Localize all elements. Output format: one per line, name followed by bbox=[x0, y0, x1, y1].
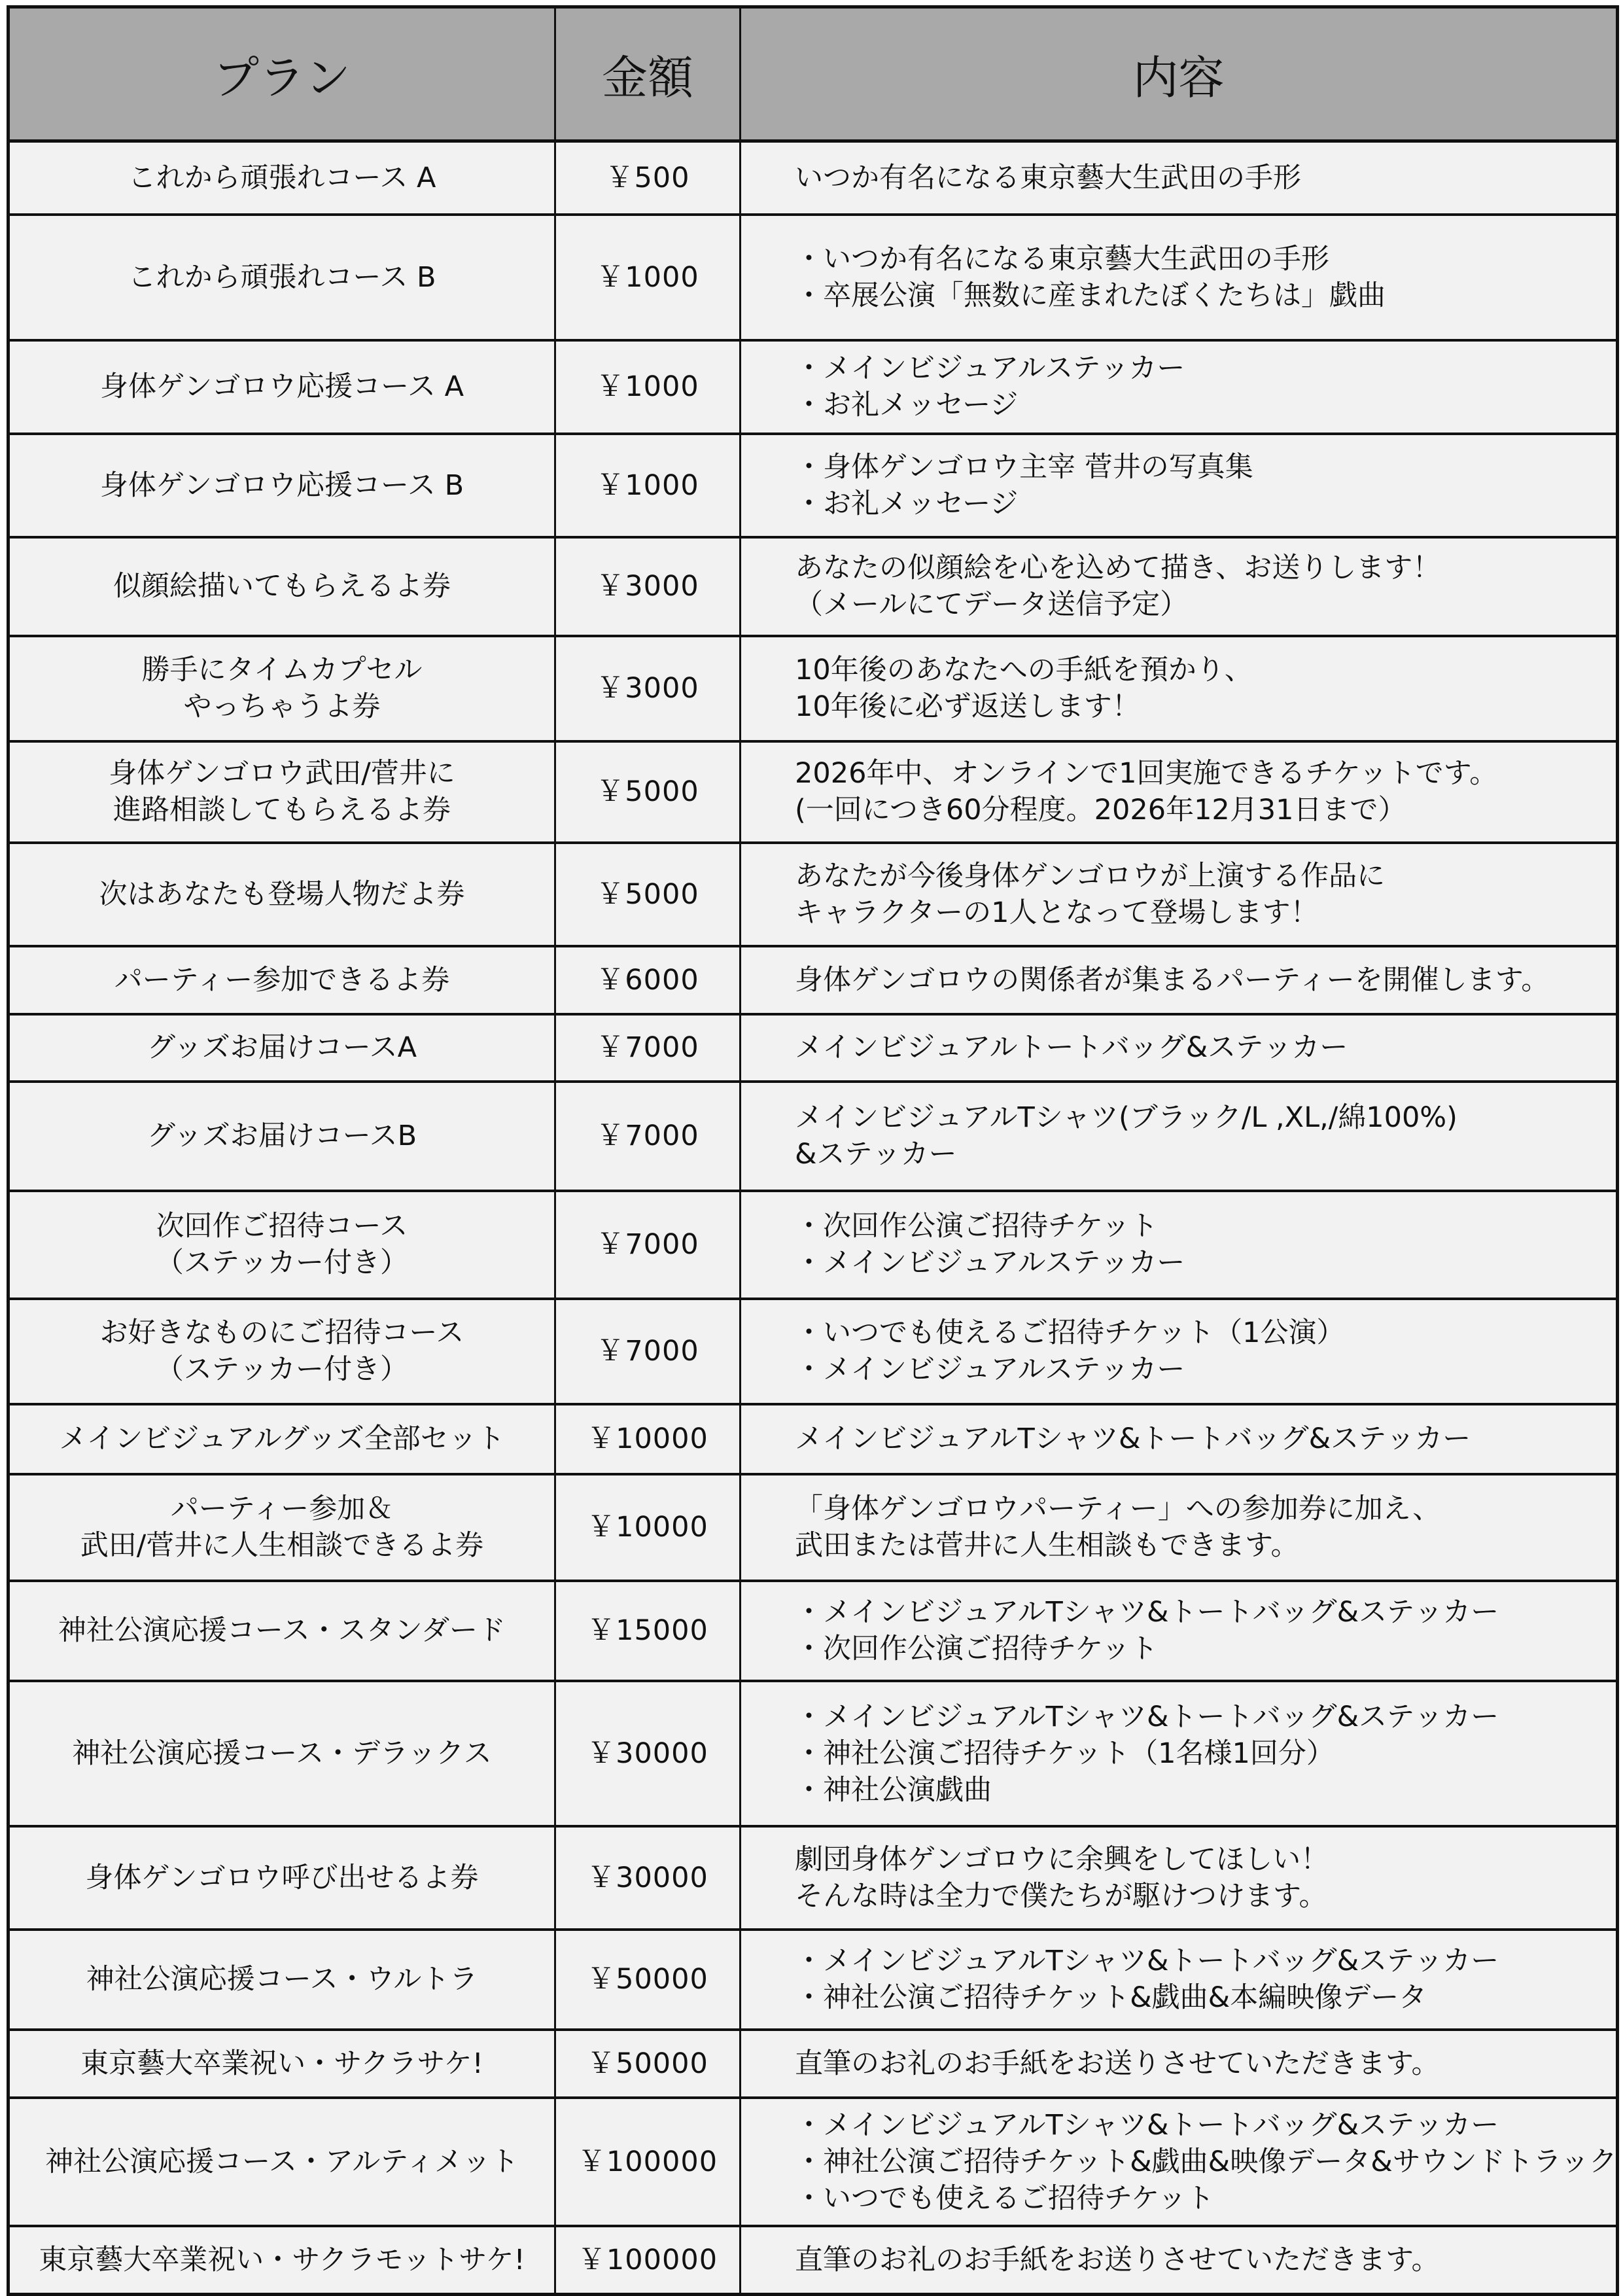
content-line: ・卒展公演「無数に産まれたぼくたちは」戯曲 bbox=[795, 279, 1386, 312]
plan-row bbox=[9, 215, 1618, 340]
plan-name-cell bbox=[9, 537, 555, 636]
content-cell bbox=[741, 636, 1618, 741]
plan-name-line: 勝手にタイムカプセル bbox=[141, 654, 423, 686]
content-cell bbox=[741, 741, 1618, 843]
plan-row bbox=[9, 340, 1618, 434]
content-line: ・お礼メッセージ bbox=[795, 389, 1019, 421]
plan-row bbox=[9, 1581, 1618, 1681]
content-cell bbox=[741, 434, 1618, 537]
plan-row bbox=[9, 2030, 1618, 2098]
plan-name-line: 東京藝大卒業祝い・サクラサケ! bbox=[80, 2047, 483, 2080]
price-cell: ￥15000 bbox=[555, 1581, 741, 1681]
price-cell: ￥7000 bbox=[555, 1082, 741, 1191]
plan-row bbox=[9, 141, 1618, 215]
plan-row bbox=[9, 2098, 1618, 2226]
plan-name-cell bbox=[9, 2030, 555, 2098]
content-line: ・いつか有名になる東京藝大生武田の手形 bbox=[795, 242, 1329, 275]
plan-row bbox=[9, 1014, 1618, 1082]
plan-name-cell bbox=[9, 1581, 555, 1681]
content-cell bbox=[741, 1082, 1618, 1191]
plan-name-line: これから頑張れコース A bbox=[128, 161, 436, 194]
content-cell bbox=[741, 1014, 1618, 1082]
content-line: ・メインビジュアルステッカー bbox=[795, 1246, 1185, 1279]
plan-name-cell bbox=[9, 1474, 555, 1581]
content-line: メインビジュアルトートバッグ&ステッカー bbox=[795, 1031, 1348, 1064]
plan-name-line: 身体ゲンゴロウ応援コース A bbox=[99, 370, 464, 403]
price-cell: ￥50000 bbox=[555, 2030, 741, 2098]
content-line: ・身体ゲンゴロウ主宰 菅井の写真集 bbox=[795, 450, 1253, 484]
plan-name-line: グッズお届けコースB bbox=[147, 1120, 417, 1152]
content-cell bbox=[741, 215, 1618, 340]
plan-name-cell bbox=[9, 1191, 555, 1299]
content-line: ・次回作公演ご招待チケット bbox=[795, 1633, 1159, 1665]
price-cell: ￥100000 bbox=[555, 2098, 741, 2226]
content-line: ・メインビジュアルTシャツ&トートバッグ&ステッカー bbox=[795, 1596, 1499, 1629]
plan-name-line: やっちゃうよ券 bbox=[183, 690, 381, 723]
price-cell: ￥1000 bbox=[555, 215, 741, 340]
content-line: （メールにてデータ送信予定） bbox=[795, 588, 1189, 621]
plan-name-cell bbox=[9, 1299, 555, 1404]
content-line: 10年後に必ず返送します！ bbox=[795, 690, 1140, 723]
content-line: 身体ゲンゴロウの関係者が集まるパーティーを開催します。 bbox=[795, 963, 1550, 997]
content-line: そんな時は全力で僕たちが駆けつけます。 bbox=[795, 1879, 1327, 1913]
content-line: ・神社公演ご招待チケット&戯曲&映像データ&サウンドトラック bbox=[795, 2145, 1617, 2178]
price-cell: ￥10000 bbox=[555, 1474, 741, 1581]
content-line: &ステッカー bbox=[795, 1138, 957, 1171]
content-line: メインビジュアルTシャツ&トートバッグ&ステッカー bbox=[795, 1422, 1471, 1455]
content-line: キャラクターの1人となって登場します！ bbox=[795, 896, 1319, 929]
content-line: ・メインビジュアルTシャツ&トートバッグ&ステッカー bbox=[795, 1700, 1499, 1733]
plan-name-cell bbox=[9, 1930, 555, 2030]
plan-name-cell bbox=[9, 2098, 555, 2226]
content-cell bbox=[741, 1191, 1618, 1299]
price-cell: ￥30000 bbox=[555, 1681, 741, 1826]
content-cell bbox=[741, 1404, 1618, 1474]
plan-row bbox=[9, 1299, 1618, 1404]
plan-name-line: （ステッカー付き） bbox=[155, 1246, 409, 1279]
plan-name-line: パーティー参加＆ bbox=[170, 1492, 394, 1525]
plan-name-cell bbox=[9, 636, 555, 741]
plan-name-cell bbox=[9, 2226, 555, 2295]
plan-row bbox=[9, 1082, 1618, 1191]
content-cell bbox=[741, 141, 1618, 215]
plan-name-line: 身体ゲンゴロウ応援コース B bbox=[99, 468, 464, 502]
plan-row bbox=[9, 741, 1618, 843]
content-cell bbox=[741, 1299, 1618, 1404]
plan-row bbox=[9, 2226, 1618, 2295]
plan-row bbox=[9, 843, 1618, 946]
content-line: ・神社公演ご招待チケット（1名様1回分） bbox=[795, 1737, 1335, 1770]
plan-name-cell bbox=[9, 1014, 555, 1082]
plan-name-cell bbox=[9, 215, 555, 340]
plan-name-line: 進路相談してもらえるよ券 bbox=[113, 794, 451, 826]
content-line: メインビジュアルTシャツ(ブラック/L ,XL,/綿100%) bbox=[795, 1101, 1457, 1134]
plan-name-cell bbox=[9, 141, 555, 215]
content-line: ・お礼メッセージ bbox=[795, 487, 1019, 520]
content-cell bbox=[741, 2098, 1618, 2226]
plan-name-cell bbox=[9, 946, 555, 1014]
content-line: 武田または菅井に人生相談もできます。 bbox=[795, 1529, 1299, 1562]
content-cell bbox=[741, 1581, 1618, 1681]
price-cell: ￥10000 bbox=[555, 1404, 741, 1474]
price-cell: ￥3000 bbox=[555, 636, 741, 741]
content-line: 10年後のあなたへの手紙を預かり、 bbox=[795, 654, 1253, 686]
plan-row bbox=[9, 946, 1618, 1014]
content-cell bbox=[741, 1826, 1618, 1930]
plan-name-cell bbox=[9, 1404, 555, 1474]
plan-column-header: プラン bbox=[9, 7, 555, 141]
plan-name-cell bbox=[9, 340, 555, 434]
plan-name-line: 神社公演応援コース・スタンダード bbox=[58, 1614, 506, 1647]
plan-row bbox=[9, 1930, 1618, 2030]
plan-row bbox=[9, 1826, 1618, 1930]
plan-name-line: メインビジュアルグッズ全部セット bbox=[59, 1422, 505, 1455]
content-line: 直筆のお礼のお手紙をお送りさせていただきます。 bbox=[795, 2047, 1440, 2080]
content-line: ・次回作公演ご招待チケット bbox=[795, 1210, 1159, 1243]
price-cell: ￥100000 bbox=[555, 2226, 741, 2295]
plan-name-cell bbox=[9, 434, 555, 537]
plan-name-line: 神社公演応援コース・アルティメット bbox=[45, 2145, 519, 2178]
content-line: ・メインビジュアルステッカー bbox=[795, 352, 1185, 385]
plan-name-cell bbox=[9, 843, 555, 946]
plan-name-line: 身体ゲンゴロウ武田/菅井に bbox=[109, 757, 455, 790]
content-line: あなたの似顔絵を心を込めて描き、お送りします！ bbox=[795, 552, 1441, 584]
content-line: ・メインビジュアルステッカー bbox=[795, 1353, 1185, 1386]
plan-name-line: グッズお届けコースA bbox=[147, 1031, 417, 1064]
price-cell: ￥30000 bbox=[555, 1826, 741, 1930]
content-cell bbox=[741, 2030, 1618, 2098]
price-column-header: 金額 bbox=[555, 7, 741, 141]
plan-table bbox=[7, 5, 1619, 2296]
plan-row bbox=[9, 1404, 1618, 1474]
content-cell bbox=[741, 1681, 1618, 1826]
content-line: 2026年中、オンラインで1回実施できるチケットです。 bbox=[795, 757, 1498, 790]
content-line: (一回につき60分程度。2026年12月31日まで） bbox=[795, 794, 1406, 826]
plan-name-line: 次はあなたも登場人物だよ券 bbox=[99, 877, 465, 911]
plan-name-line: パーティー参加できるよ券 bbox=[114, 963, 450, 997]
content-cell bbox=[741, 1474, 1618, 1581]
plan-name-line: （ステッカー付き） bbox=[155, 1353, 409, 1386]
plan-name-cell bbox=[9, 741, 555, 843]
plan-row bbox=[9, 1681, 1618, 1826]
header-row bbox=[9, 7, 1618, 141]
content-line: ・神社公演ご招待チケット&戯曲&本編映像データ bbox=[795, 1981, 1427, 2014]
price-cell: ￥5000 bbox=[555, 741, 741, 843]
plan-name-line: これから頑張れコース B bbox=[128, 260, 436, 294]
content-cell bbox=[741, 843, 1618, 946]
plan-name-line: お好きなものにご招待コース bbox=[99, 1316, 464, 1349]
plan-table-body bbox=[9, 141, 1618, 2295]
plan-name-line: 次回作ご招待コース bbox=[156, 1210, 408, 1243]
price-cell: ￥500 bbox=[555, 141, 741, 215]
content-line: ・メインビジュアルTシャツ&トートバッグ&ステッカー bbox=[795, 2108, 1499, 2142]
price-cell: ￥6000 bbox=[555, 946, 741, 1014]
plan-name-cell bbox=[9, 1681, 555, 1826]
content-cell bbox=[741, 2226, 1618, 2295]
price-cell: ￥50000 bbox=[555, 1930, 741, 2030]
price-cell: ￥3000 bbox=[555, 537, 741, 636]
content-line: 劇団身体ゲンゴロウに余興をしてほしい！ bbox=[795, 1843, 1329, 1876]
price-cell: ￥1000 bbox=[555, 434, 741, 537]
content-line: ・神社公演戯曲 bbox=[795, 1773, 992, 1807]
price-cell: ￥5000 bbox=[555, 843, 741, 946]
plan-row bbox=[9, 537, 1618, 636]
price-cell: ￥7000 bbox=[555, 1191, 741, 1299]
content-line: ・いつでも使えるご招待チケット（1公演） bbox=[795, 1316, 1345, 1349]
plan-name-cell bbox=[9, 1826, 555, 1930]
price-cell: ￥7000 bbox=[555, 1014, 741, 1082]
plan-name-line: 似顔絵描いてもらえるよ券 bbox=[113, 570, 451, 603]
plan-name-line: 神社公演応援コース・デラックス bbox=[72, 1737, 492, 1770]
plan-row bbox=[9, 1474, 1618, 1581]
content-cell bbox=[741, 537, 1618, 636]
plan-name-line: 神社公演応援コース・ウルトラ bbox=[86, 1963, 478, 1996]
plan-name-line: 身体ゲンゴロウ呼び出せるよ券 bbox=[85, 1861, 479, 1894]
content-cell bbox=[741, 340, 1618, 434]
content-line: 「身体ゲンゴロウパーティー」への参加券に加え、 bbox=[795, 1492, 1441, 1525]
content-line: ・メインビジュアルTシャツ&トートバッグ&ステッカー bbox=[795, 1945, 1499, 1977]
content-line: ・いつでも使えるご招待チケット bbox=[795, 2181, 1215, 2215]
plan-row bbox=[9, 636, 1618, 741]
price-cell: ￥7000 bbox=[555, 1299, 741, 1404]
price-cell: ￥1000 bbox=[555, 340, 741, 434]
plan-row bbox=[9, 434, 1618, 537]
content-line: あなたが今後身体ゲンゴロウが上演する作品に bbox=[795, 859, 1386, 892]
plan-name-cell bbox=[9, 1082, 555, 1191]
content-cell bbox=[741, 1930, 1618, 2030]
content-line: いつか有名になる東京藝大生武田の手形 bbox=[795, 161, 1301, 194]
plan-name-line: 武田/菅井に人生相談できるよ券 bbox=[80, 1529, 484, 1562]
plan-name-line: 東京藝大卒業祝い・サクラモットサケ! bbox=[39, 2243, 525, 2276]
content-column-header: 内容 bbox=[741, 7, 1618, 141]
plan-row bbox=[9, 1191, 1618, 1299]
content-line: 直筆のお礼のお手紙をお送りさせていただきます。 bbox=[795, 2243, 1440, 2276]
content-cell bbox=[741, 946, 1618, 1014]
